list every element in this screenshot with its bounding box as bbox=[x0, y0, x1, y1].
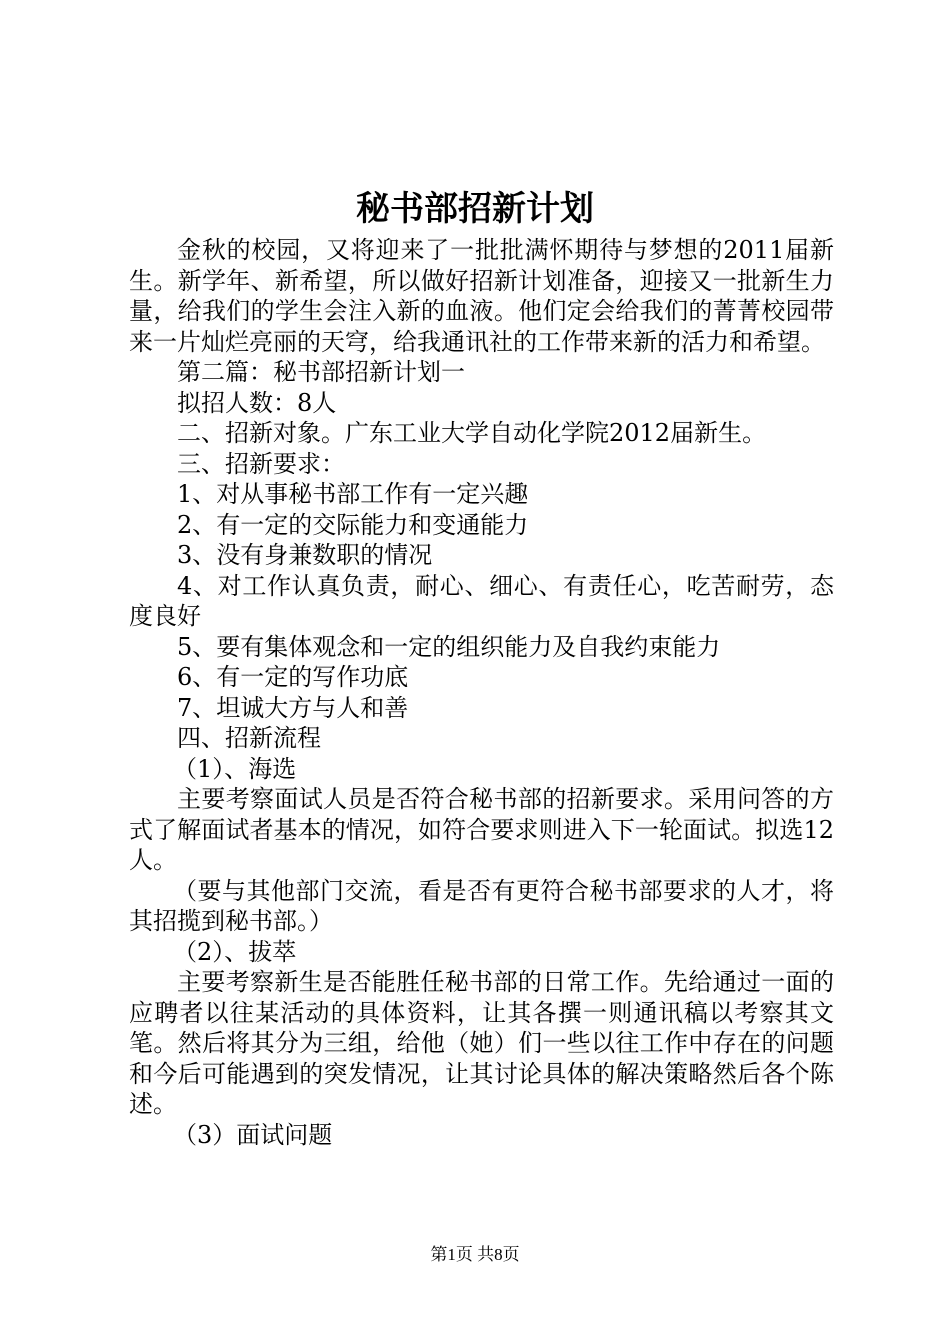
paragraph-round-1-note: （要与其他部门交流，看是否有更符合秘书部要求的人才，将其招揽到秘书部。） bbox=[129, 876, 834, 935]
list-item-requirement-7: 7、坦诚大方与人和善 bbox=[177, 693, 409, 722]
paragraph-round-3-heading: （3）面试问题 bbox=[173, 1120, 333, 1149]
document-title: 秘书部招新计划 bbox=[356, 189, 594, 229]
list-item-requirement-3: 3、没有身兼数职的情况 bbox=[177, 541, 433, 569]
list-item-requirement-1: 1、对从事秘书部工作有一定兴趣 bbox=[177, 480, 529, 508]
paragraph-round-2-body: 主要考察新生是否能胜任秘书部的日常工作。先给通过一面的应聘者以往某活动的具体资料，让其各撰一则通讯稿以考察其文笔。然后将其分为三组，给他（她）们一些以往工作中存在的问题和今后可能遇到的突发情况，让其讨论具体的解决策略然后各个陈述。 bbox=[129, 968, 834, 1118]
paragraph-process-heading: 四、招新流程 bbox=[177, 724, 321, 752]
paragraph-round-2-heading: （2）、拔萃 bbox=[173, 937, 297, 966]
paragraph-requirements-heading: 三、招新要求： bbox=[177, 449, 345, 478]
paragraph-section-heading: 第二篇：秘书部招新计划一 bbox=[177, 358, 465, 386]
document-body bbox=[129, 235, 834, 1150]
list-item-requirement-5: 5、要有集体观念和一定的组织能力及自我约束能力 bbox=[177, 632, 721, 661]
paragraph-round-1-body: 主要考察面试人员是否符合秘书部的招新要求。采用问答的方式了解面试者基本的情况，如符合要求则进入下一轮面试。拟选12人。 bbox=[129, 785, 834, 874]
paragraph-intro: 金秋的校园，又将迎来了一批批满怀期待与梦想的2011届新生。新学年、新希望，所以做好招新计划准备，迎接又一批新生力量，给我们的学生会注入新的血液。他们定会给我们的菁菁校园带来一片灿烂亮丽的天穹，给我通讯社的工作带来新的活力和希望。 bbox=[129, 236, 834, 356]
page-footer: 第1页 共8页 bbox=[430, 1245, 520, 1264]
paragraph-recruit-count: 拟招人数：8人 bbox=[177, 388, 337, 417]
list-item-requirement-6: 6、有一定的写作功底 bbox=[177, 663, 409, 691]
paragraph-recruit-target: 二、招新对象。广东工业大学自动化学院2012届新生。 bbox=[177, 419, 767, 447]
paragraph-round-1-heading: （1）、海选 bbox=[173, 754, 297, 783]
list-item-requirement-4: 4、对工作认真负责，耐心、细心、有责任心，吃苦耐劳，态度良好 bbox=[129, 571, 834, 630]
list-item-requirement-2: 2、有一定的交际能力和变通能力 bbox=[177, 510, 529, 539]
